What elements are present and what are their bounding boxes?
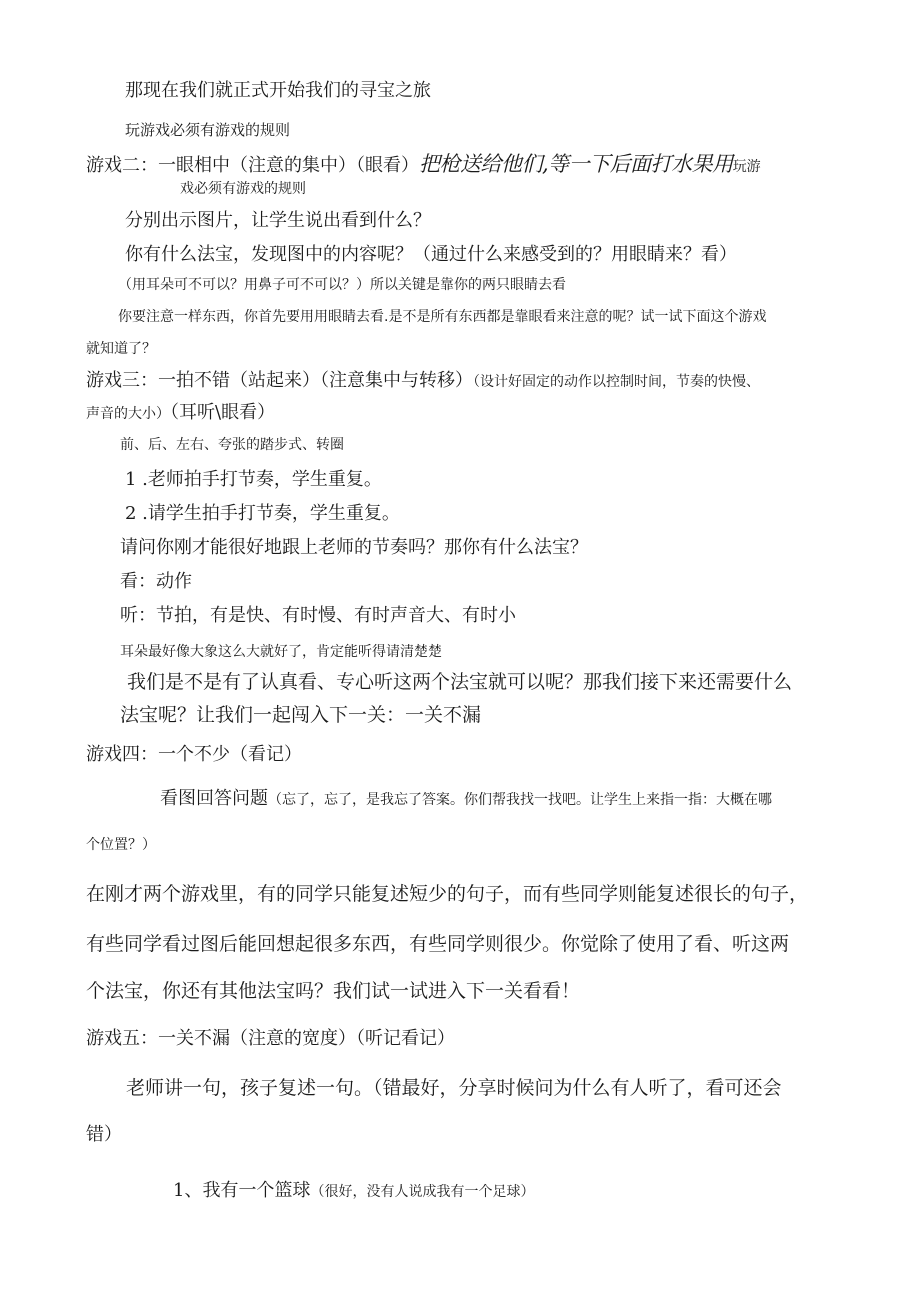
text-line: 戏必须有游戏的规则 bbox=[180, 181, 306, 197]
heading-game-two bbox=[86, 148, 761, 178]
text-line: 就知道了？ bbox=[86, 341, 156, 357]
text-line: （用耳朵可不可以？用鼻子可不可以？）所以关键是靠你的两只眼睛去看 bbox=[118, 277, 566, 293]
note-text: （设计好固定的动作以控制时间，节奏的快慢、 bbox=[473, 374, 760, 390]
text-line: 听：节拍，有是快、有时慢、有时声音大、有时小 bbox=[120, 605, 516, 626]
text-line bbox=[86, 398, 275, 424]
text-line bbox=[160, 784, 772, 810]
text-line: 我们是不是有了认真看、专心听这两个法宝就可以呢？那我们接下来还需要什么 bbox=[127, 671, 793, 693]
text-fragment: 看图回答问题 bbox=[160, 788, 268, 809]
text-line: 分别出示图片，让学生说出看到什么？ bbox=[125, 210, 431, 231]
text-fragment: 玩游 bbox=[732, 159, 761, 175]
heading-text: 游戏三：一拍不错（站起来）（注意集中与转移） bbox=[86, 370, 473, 391]
text-line: 老师讲一句，孩子复述一句。（错最好，分享时候问为什么有人听了，看可还会 bbox=[126, 1077, 782, 1099]
heading-game-three bbox=[86, 366, 760, 392]
text-line: 个法宝，你还有其他法宝吗？我们试一试进入下一关看看！ bbox=[86, 980, 581, 1002]
text-line: 在刚才两个游戏里，有的同学只能复述短少的句子，而有些同学则能复述很长的句子， bbox=[86, 883, 809, 905]
note-text: 声音的大小） bbox=[86, 406, 170, 422]
text-line: 看：动作 bbox=[120, 571, 192, 592]
list-item bbox=[173, 1176, 534, 1202]
text-fragment: 1、我有一个篮球 bbox=[173, 1180, 311, 1201]
note-text: （忘了，忘了，是我忘了答案。你们帮我找一找吧。让学生上来指一指：大概在哪 bbox=[268, 792, 772, 808]
text-line: 那现在我们就正式开始我们的寻宝之旅 bbox=[125, 80, 431, 101]
text-fragment: （耳听\眼看） bbox=[170, 402, 276, 423]
handwritten-note: 把枪送给他们,等一下后面打水果用 bbox=[419, 152, 733, 176]
text-line: 个位置？） bbox=[86, 837, 156, 853]
heading-game-four: 游戏四：一个不少（看记） bbox=[86, 744, 302, 765]
list-item: 1 .老师拍手打节奏，学生重复。 bbox=[125, 469, 382, 490]
text-line: 前、后、左右、夸张的踏步式、转圈 bbox=[120, 437, 344, 453]
text-line: 你有什么法宝，发现图中的内容呢？（通过什么来感受到的？用眼睛来？看） bbox=[125, 244, 737, 265]
list-item: 2 .请学生拍手打节奏，学生重复。 bbox=[125, 503, 400, 524]
text-line: 你要注意一样东西，你首先要用用眼睛去看.是不是所有东西都是靠眼看来注意的呢？试一试下面这个游戏 bbox=[118, 309, 767, 325]
text-line: 请问你刚才能很好地跟上老师的节奏吗？那你有什么法宝？ bbox=[120, 537, 588, 558]
heading-game-five: 游戏五：一关不漏（注意的宽度）（听记看记） bbox=[86, 1028, 455, 1049]
text-line: 耳朵最好像大象这么大就好了，肯定能听得请清楚楚 bbox=[120, 644, 442, 660]
text-line: 法宝呢？让我们一起闯入下一关：一关不漏 bbox=[120, 704, 482, 726]
text-line: 错） bbox=[86, 1124, 122, 1145]
text-line: 玩游戏必须有游戏的规则 bbox=[125, 121, 291, 139]
text-line: 有些同学看过图后能回想起很多东西，有些同学则很少。你觉除了使用了看、听这两 bbox=[86, 933, 790, 955]
note-text: （很好，没有人说成我有一个足球） bbox=[310, 1184, 535, 1200]
heading-text: 游戏二：一眼相中（注意的集中）（眼看） bbox=[86, 155, 419, 176]
